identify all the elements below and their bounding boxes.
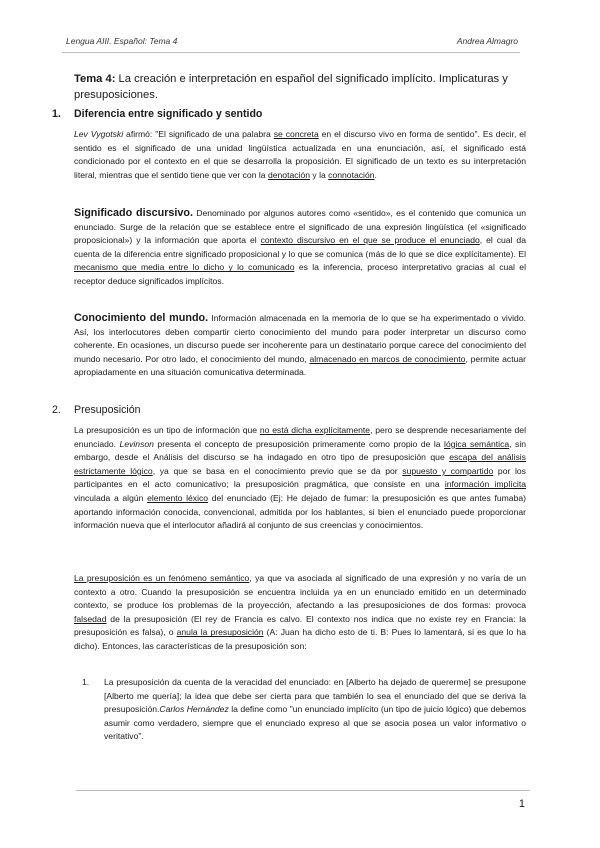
paragraph-significado-discursivo: Significado discursivo. Denominado por algunos autores como «sentido», es el contenido que comunica un enunciado. Surge de la relación que se establece entre el significado de una expresión lingüística (el «significado proposicional») y la información que aporta el contexto discursivo en el que se produce el enunciado, el cual da cuenta de la diferencia entre significado proposicional y lo que se comunica (más de lo que se dice explícitamente). El mecanismo que media entre lo dicho y lo comunicado es la inferencia, proceso interpretativo gracias al cual el receptor deduce significados implícitos. bbox=[74, 207, 526, 286]
footer-divider bbox=[76, 790, 530, 791]
author-carlos-hernandez: Carlos Hernández bbox=[159, 704, 229, 715]
page-title bbox=[74, 72, 534, 103]
subheading-significado-discursivo: Significado discursivo. bbox=[74, 207, 194, 219]
section-2-number: 2. bbox=[52, 404, 61, 416]
section-2-title: Presuposición bbox=[74, 404, 141, 416]
paragraph-vygotski: Lev Vygotski afirmó: "El significado de una palabra se concreta en el discurso vivo en forma de sentido". Es decir, el sentido es el significado de una unidad lingüística actualizada en una enunciación, así, el significado está condicionado por el contexto en el que se desarrolla la proposición. El significado de un texto es su interpretación literal, mientras que el sentido tiene que ver con la denotación y la connotación. bbox=[74, 129, 526, 180]
header-right: Andrea Almagro bbox=[456, 36, 518, 46]
term-connotacion: connotación bbox=[328, 169, 375, 180]
list-item-text: La presuposición da cuenta de la veracidad del enunciado: en [Alberto ha dejado de quererme] se presupone [Alberto me quería]; la idea que debe ser cierta para que también lo sea el enunciado del que se deriva la presuposición.Carlos Hernández la define como "un enunciado implícito (un tipo de juicio lógico) que debemos asumir como verdadero, siempre que el enunciado expreso al que se asocia posea un valor informativo o veritativo". bbox=[104, 677, 527, 742]
section-1-number: 1. bbox=[52, 108, 61, 120]
title-label: Tema 4: bbox=[74, 73, 116, 85]
author-levinson: Levinson bbox=[119, 438, 154, 449]
characteristics-list bbox=[74, 676, 526, 744]
paragraph-fenomeno-semantico: La presuposición es un fenómeno semántico, ya que va asociada al significado de una expresión y no varía de un contexto a otro. Cuando la presuposición se encuentra incluida ya en un enunciado emitido en un determinado contexto, se produce los problemas de la proyección, afectando a las presuposiciones de dos formas: provoca falsedad de la presuposición (El rey de Francia es calvo. El contexto nos indica que no existe rey en Francia: la presuposición es falsa), o anula la presuposición (A: Juan ha dicho esto de ti. B: Pues lo lamentará, si es que lo ha dicho). Entonces, las características de la presuposición son: bbox=[74, 573, 526, 651]
author-vygotski: Lev Vygotski bbox=[74, 129, 124, 139]
section-2-heading bbox=[52, 404, 141, 416]
section-1-heading bbox=[52, 108, 262, 120]
paragraph-conocimiento-del-mundo: Conocimiento del mundo. Información almacenada en la memoria de lo que se ha experimentado o vivido. Así, los interlocutores deben compartir cierto conocimiento del mundo para poder interpretar un discurso como coherente. En ocasiones, un discurso puede ser incoherente para un destinatario porque carece del conocimiento del mundo necesario. Por otro lado, el conocimiento del mundo, almacenado en marcos de conocimiento, permite actuar apropiadamente en una situación comunicativa determinada. bbox=[74, 312, 526, 378]
subheading-conocimiento-del-mundo: Conocimiento del mundo. bbox=[74, 312, 209, 324]
header-left: Lengua AIII. Español: Tema 4 bbox=[66, 36, 178, 46]
paragraph-presuposicion: La presuposición es un tipo de información que no está dicha explícitamente, pero se desprende necesariamente del enunciado. Levinson presenta el concepto de presuposición primeramente como propio de la lógica semántica, sin embargo, desde el Análisis del discurso se ha indagado en otro tipo de presuposición que escapa del análisis estrictamente lógico, ya que se basa en el conocimiento previo que se da por supuesto y compartido por los participantes en el acto comunicativo; la presuposición pragmática, que consiste en una información implícita vinculada a algún elemento léxico del enunciado (Ej: He dejado de fumar: la presuposición es que antes fumaba) aportando información conocida, convencional, admitida por los hablantes, si bien el enunciado puede proporcionar información nueva que el interlocutor añadirá al conjunto de sus creencias y conocimientos. bbox=[74, 425, 527, 531]
header-divider bbox=[62, 52, 520, 53]
title-text: La creación e interpretación en español del significado implícito. Implicaturas y presuposiciones. bbox=[74, 73, 508, 101]
list-item-number: 1. bbox=[82, 677, 90, 687]
list-item bbox=[74, 676, 526, 744]
term-denotacion: denotación bbox=[267, 169, 311, 180]
page-number: 1 bbox=[518, 798, 525, 810]
section-1-title: Diferencia entre significado y sentido bbox=[74, 108, 263, 120]
link-se-concreta: se concreta bbox=[273, 129, 319, 139]
